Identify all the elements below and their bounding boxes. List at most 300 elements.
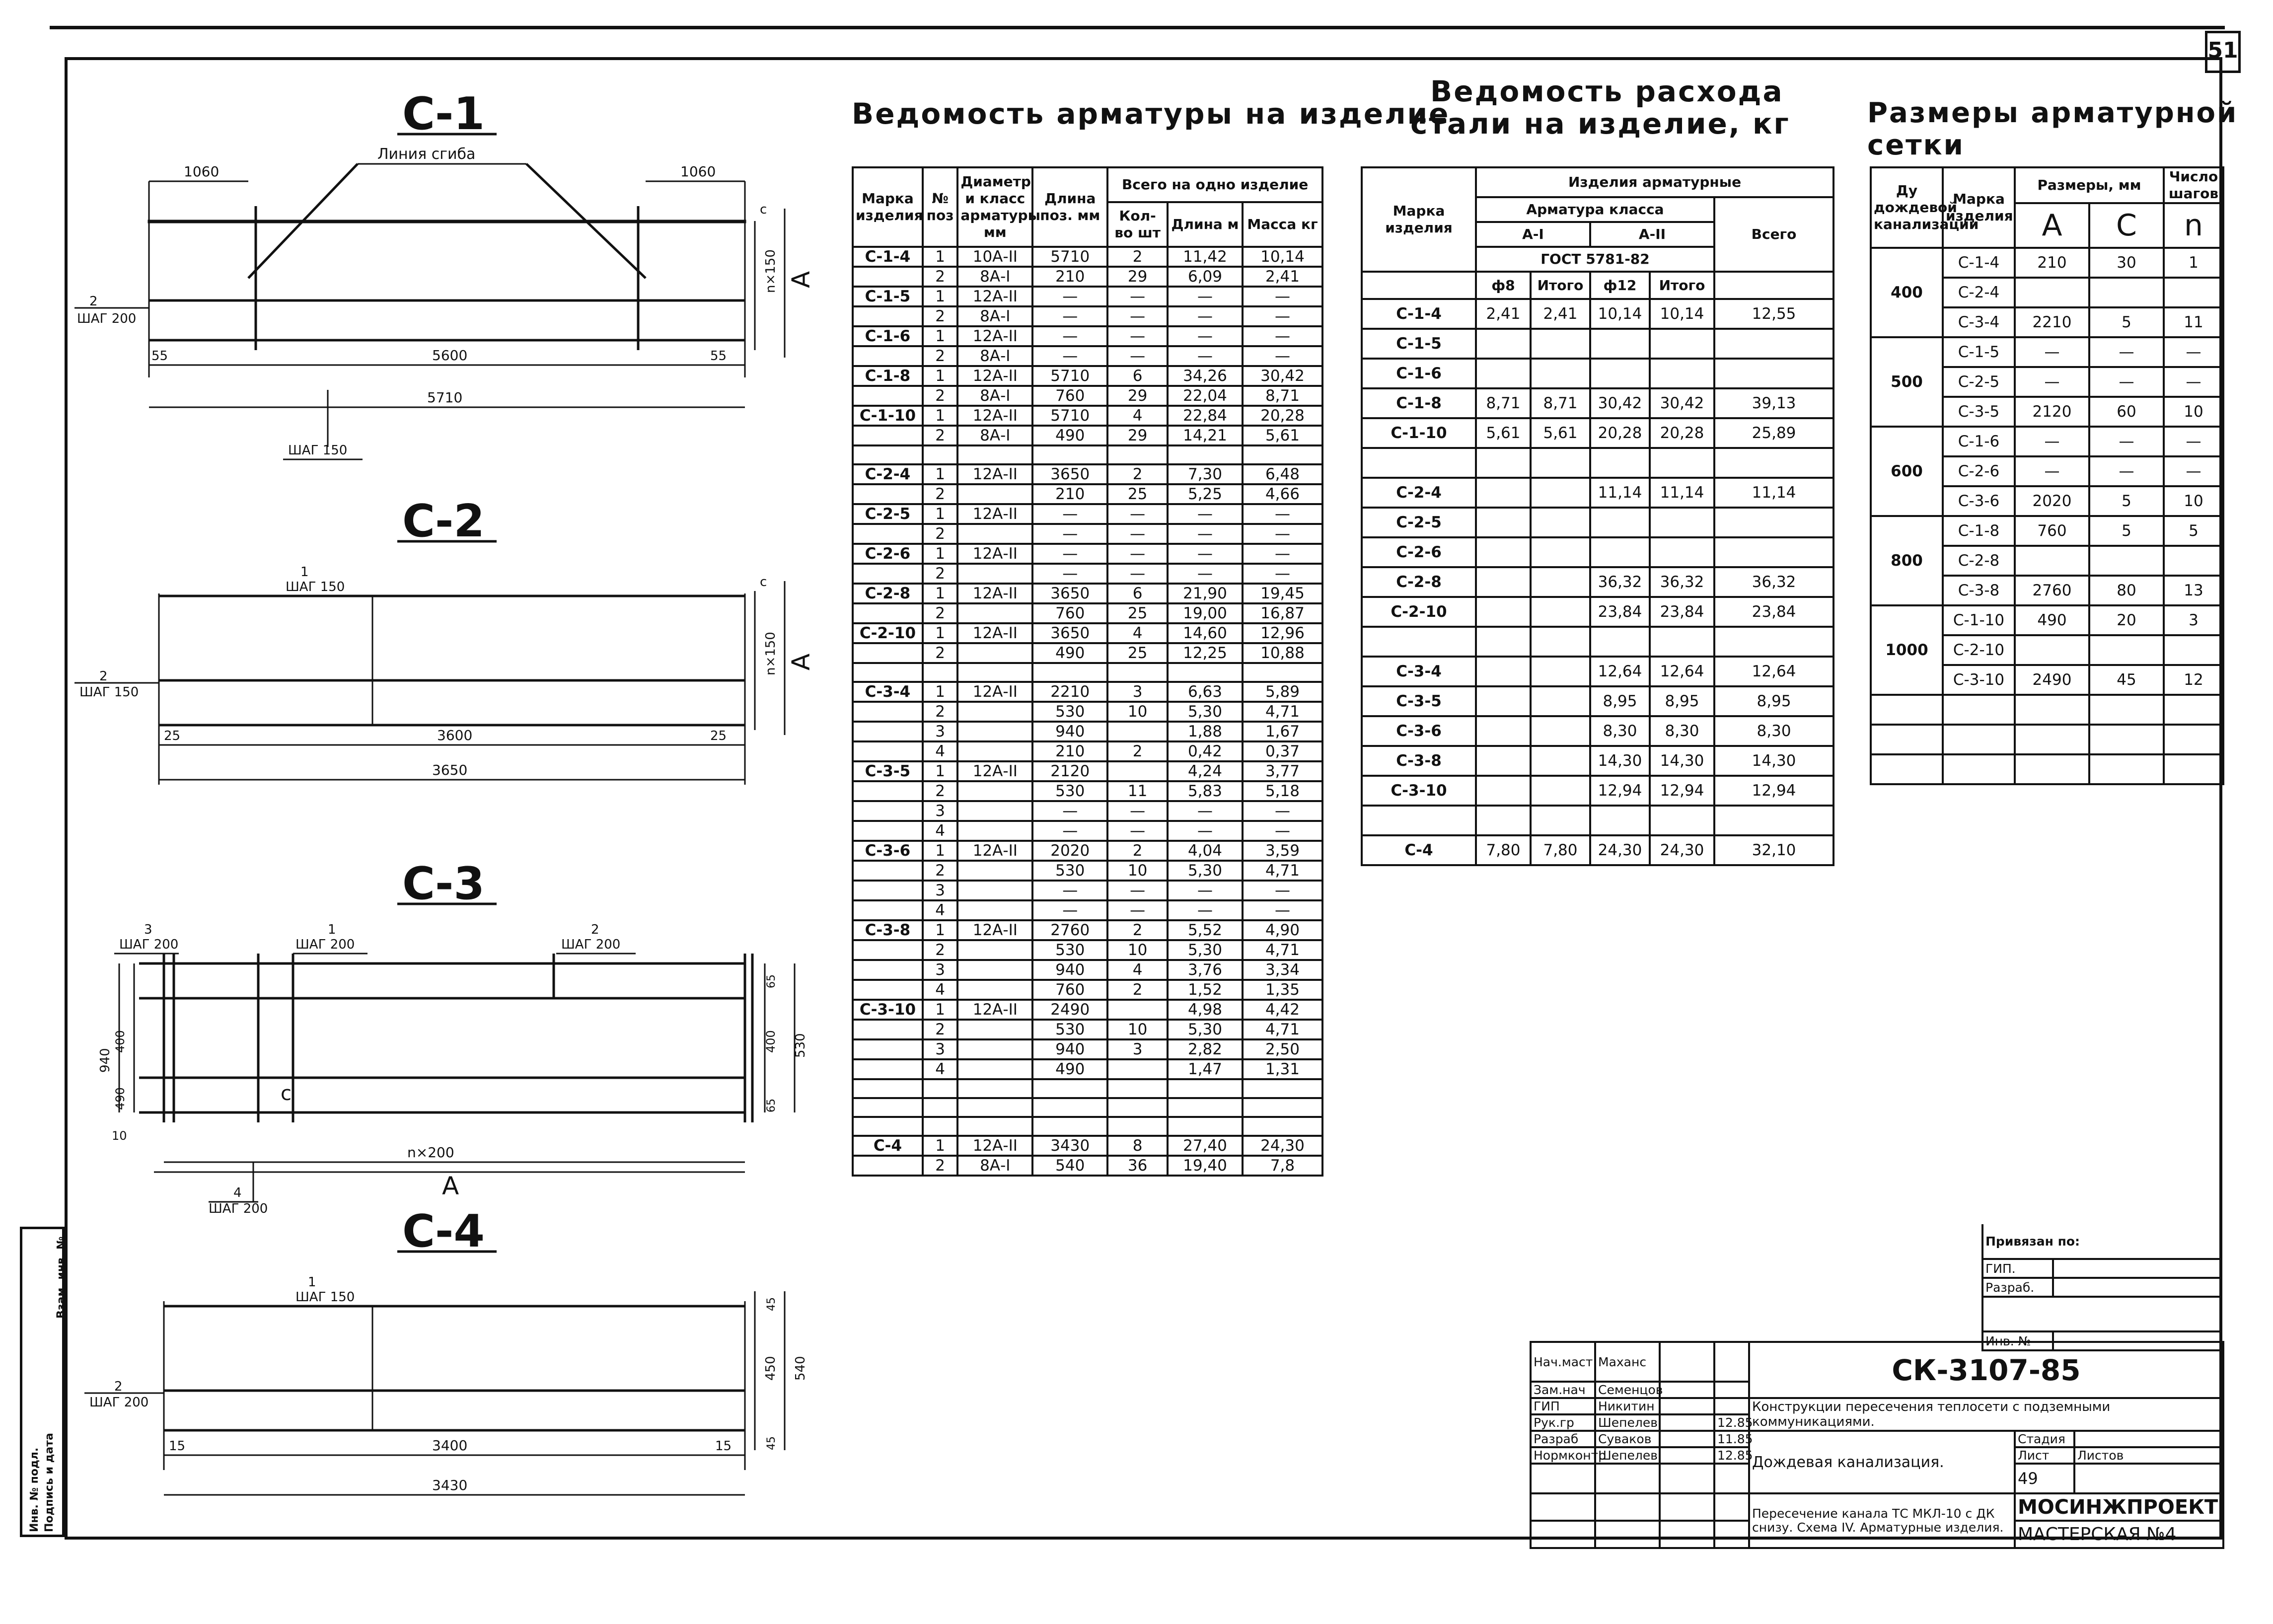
c4-dim-mid: 3400 bbox=[432, 1437, 468, 1454]
c1-dim-55: 55 bbox=[151, 349, 168, 364]
stamp-role: Рук.гр bbox=[1531, 1414, 1595, 1431]
c2-c-label: с bbox=[760, 575, 767, 590]
c3-dim-490: 490 bbox=[113, 1087, 127, 1110]
row-mark: С-3-5 bbox=[1362, 686, 1476, 716]
table-row bbox=[1362, 567, 1833, 597]
c2-vert: n×150 bbox=[763, 632, 778, 675]
table-cell bbox=[957, 881, 1032, 900]
table-cell bbox=[1531, 716, 1590, 746]
table-cell: 34,26 bbox=[1168, 366, 1243, 386]
doc-subject: Конструкции пересечения теплосети с подземными коммуникациями. bbox=[1749, 1398, 2223, 1431]
c2-mark1: 1 bbox=[300, 565, 309, 580]
du-cell: 400 bbox=[1871, 248, 1943, 337]
table-cell: 12А-II bbox=[957, 366, 1032, 386]
table-cell: 7,30 bbox=[1168, 464, 1243, 484]
table2-title-line1: Ведомость расхода bbox=[1430, 74, 1784, 108]
table-cell: 1,52 bbox=[1168, 980, 1243, 1000]
c1-left-offset: 1060 bbox=[184, 163, 220, 180]
row-mark: С-1-8 bbox=[1362, 388, 1476, 418]
table-cell bbox=[957, 484, 1032, 504]
table-cell: 2 bbox=[923, 702, 957, 722]
t2-h-total: Всего bbox=[1714, 197, 1833, 272]
table-cell bbox=[1168, 663, 1243, 682]
table-cell bbox=[1107, 1000, 1168, 1020]
org-workshop: МАСТЕРСКАЯ №4 bbox=[2015, 1521, 2223, 1548]
table-cell bbox=[1650, 627, 1714, 657]
top-rule bbox=[50, 26, 2225, 29]
table-cell: — bbox=[1032, 524, 1107, 544]
table-cell: 3650 bbox=[1032, 464, 1107, 484]
c3-dim-A: А bbox=[442, 1172, 459, 1200]
table-cell: 490 bbox=[2015, 605, 2089, 635]
table-row bbox=[853, 801, 1322, 821]
table-cell: 45 bbox=[2089, 665, 2164, 695]
table-cell: 2 bbox=[923, 861, 957, 881]
table-row bbox=[853, 980, 1322, 1000]
table-cell: 2 bbox=[923, 346, 957, 366]
table-cell: — bbox=[1243, 287, 1322, 306]
table-cell bbox=[1650, 537, 1714, 567]
table-cell: 0,42 bbox=[1168, 741, 1243, 761]
table-cell: — bbox=[2089, 427, 2164, 456]
table-cell: — bbox=[1168, 544, 1243, 564]
c3-mark1: 1 bbox=[328, 922, 336, 937]
row-mark bbox=[853, 821, 923, 841]
table-cell: 25 bbox=[1107, 603, 1168, 623]
table-cell: 2 bbox=[923, 267, 957, 287]
table-cell: 2 bbox=[1107, 464, 1168, 484]
table-cell: 11,14 bbox=[1590, 478, 1650, 508]
stamp-person: Шепелев bbox=[1595, 1414, 1660, 1431]
table-cell: 22,84 bbox=[1168, 406, 1243, 426]
table-cell: 3,34 bbox=[1243, 960, 1322, 980]
row-mark: С-3-8 bbox=[1362, 746, 1476, 776]
table-cell: — bbox=[1243, 524, 1322, 544]
c2-step-left: ШАГ 150 bbox=[79, 685, 139, 700]
c1-dim-mid: 5600 bbox=[432, 347, 468, 364]
table-cell: 210 bbox=[2015, 248, 2089, 278]
table-cell: 19,00 bbox=[1168, 603, 1243, 623]
row-mark: С-3-10 bbox=[853, 1000, 923, 1020]
table-cell: 4,90 bbox=[1243, 920, 1322, 940]
table-cell: 20,28 bbox=[1650, 418, 1714, 448]
table-cell: 4,98 bbox=[1168, 1000, 1243, 1020]
c1-dim-total: 5710 bbox=[427, 389, 463, 406]
table-cell bbox=[1531, 746, 1590, 776]
table-cell: 8,30 bbox=[1590, 716, 1650, 746]
c4-mark1: 1 bbox=[308, 1275, 316, 1290]
table-cell bbox=[1032, 663, 1107, 682]
table-cell: — bbox=[2164, 427, 2223, 456]
row-mark: С-2-8 bbox=[853, 584, 923, 603]
table-cell bbox=[1476, 567, 1531, 597]
binding-block bbox=[1981, 1224, 2222, 1351]
row-mark bbox=[853, 484, 923, 504]
c3-dim-400b: 400 bbox=[764, 1030, 778, 1053]
t2-h-rebar: Арматура класса bbox=[1476, 197, 1714, 222]
table-cell: 2 bbox=[923, 484, 957, 504]
side-inv: Инв. № подл. bbox=[28, 1447, 41, 1532]
table-row bbox=[853, 663, 1322, 682]
table-row bbox=[1362, 835, 1833, 865]
table-cell: 30,42 bbox=[1590, 388, 1650, 418]
table-cell: — bbox=[1243, 306, 1322, 326]
table-row bbox=[853, 861, 1322, 881]
table-cell bbox=[957, 603, 1032, 623]
row-mark: С-2-4 bbox=[1943, 278, 2015, 307]
table-cell: 5,61 bbox=[1243, 426, 1322, 445]
c4-step-top: ШАГ 150 bbox=[295, 1290, 355, 1305]
table-cell: — bbox=[1107, 801, 1168, 821]
table-cell: 2,50 bbox=[1243, 1039, 1322, 1059]
row-mark: С-2-4 bbox=[1362, 478, 1476, 508]
table-cell bbox=[1107, 761, 1168, 781]
t2-h-d12: ф12 bbox=[1590, 272, 1650, 299]
row-mark: С-2-6 bbox=[1943, 456, 2015, 486]
row-mark: С-3-4 bbox=[1943, 307, 2015, 337]
table-cell: 6,63 bbox=[1168, 682, 1243, 702]
table-cell: 4 bbox=[1107, 960, 1168, 980]
table-cell bbox=[957, 801, 1032, 821]
table-cell: 5 bbox=[2089, 486, 2164, 516]
table-cell bbox=[1714, 508, 1833, 537]
table-cell bbox=[1032, 1117, 1107, 1136]
table-cell: 14,60 bbox=[1168, 623, 1243, 643]
table-cell: — bbox=[1168, 881, 1243, 900]
table-cell: 4 bbox=[1107, 623, 1168, 643]
row-mark bbox=[853, 1098, 923, 1117]
c4-mark2: 2 bbox=[114, 1379, 123, 1394]
table-cell: 1 bbox=[923, 406, 957, 426]
c3-mark4: 4 bbox=[233, 1185, 242, 1200]
table-cell: 6,09 bbox=[1168, 267, 1243, 287]
c2-step-top: ШАГ 150 bbox=[286, 580, 345, 594]
table-cell: 10,14 bbox=[1243, 247, 1322, 267]
table-cell bbox=[1531, 478, 1590, 508]
table-cell: 25,89 bbox=[1714, 418, 1833, 448]
table-cell: 13 bbox=[2164, 576, 2223, 605]
table-row bbox=[853, 643, 1322, 663]
table-cell: 2210 bbox=[1032, 682, 1107, 702]
table-cell: — bbox=[2015, 337, 2089, 367]
table-cell: 7,80 bbox=[1531, 835, 1590, 865]
table-cell: 2 bbox=[1107, 920, 1168, 940]
row-mark: С-2-8 bbox=[1362, 567, 1476, 597]
table-cell: 1 bbox=[923, 247, 957, 267]
table-cell: 10,88 bbox=[1243, 643, 1322, 663]
table-cell bbox=[1476, 716, 1531, 746]
org-name: МОСИНЖПРОЕКТ bbox=[2015, 1493, 2223, 1521]
table-cell: 530 bbox=[1032, 940, 1107, 960]
table-cell bbox=[957, 940, 1032, 960]
row-mark bbox=[1362, 448, 1476, 478]
row-mark: С-2-6 bbox=[1362, 537, 1476, 567]
table-cell bbox=[1531, 508, 1590, 537]
table-cell: 3,76 bbox=[1168, 960, 1243, 980]
table-cell: 24,30 bbox=[1650, 835, 1714, 865]
table-cell: 12А-II bbox=[957, 682, 1032, 702]
c3-dim-940: 940 bbox=[98, 1048, 113, 1073]
table-cell: 4,04 bbox=[1168, 841, 1243, 861]
table-row bbox=[853, 366, 1322, 386]
table-cell: 1 bbox=[923, 682, 957, 702]
table-row bbox=[1362, 508, 1833, 537]
table-cell: 12,94 bbox=[1650, 776, 1714, 806]
c4-d540: 540 bbox=[793, 1356, 808, 1381]
table-cell bbox=[2015, 695, 2089, 725]
table-cell: 2 bbox=[1107, 841, 1168, 861]
c3-step-d: ШАГ 200 bbox=[209, 1201, 268, 1216]
row-mark: С-1-5 bbox=[1943, 337, 2015, 367]
table-cell: 3430 bbox=[1032, 1136, 1107, 1156]
table-cell: 1 bbox=[923, 841, 957, 861]
c2-dim-A: А bbox=[787, 653, 815, 670]
table-row bbox=[853, 1000, 1322, 1020]
table-row bbox=[853, 741, 1322, 761]
stamp-role: Разраб bbox=[1531, 1431, 1595, 1447]
table-row bbox=[853, 1098, 1322, 1117]
table-cell: 760 bbox=[1032, 386, 1107, 406]
date-3: 12.85 bbox=[1714, 1447, 1749, 1464]
table-row bbox=[1362, 716, 1833, 746]
table-cell: — bbox=[1243, 544, 1322, 564]
table-cell: — bbox=[1107, 564, 1168, 584]
date-1: 12.85 bbox=[1714, 1414, 1749, 1431]
table-cell: — bbox=[1243, 801, 1322, 821]
table-cell: 5 bbox=[2089, 516, 2164, 546]
row-mark: С-3-5 bbox=[1943, 397, 2015, 427]
table-cell: 3 bbox=[2164, 605, 2223, 635]
table-cell bbox=[2089, 278, 2164, 307]
side-replace: Взам. инв. № bbox=[55, 1236, 68, 1319]
row-mark: С-2-5 bbox=[853, 504, 923, 524]
table-cell bbox=[923, 663, 957, 682]
table-cell: 21,90 bbox=[1168, 584, 1243, 603]
table-row bbox=[1362, 746, 1833, 776]
table-cell bbox=[1531, 776, 1590, 806]
stamp-person: Никитин bbox=[1595, 1398, 1660, 1414]
table-cell bbox=[1650, 359, 1714, 388]
table-cell: 4,42 bbox=[1243, 1000, 1322, 1020]
row-mark: С-3-6 bbox=[853, 841, 923, 861]
table-row bbox=[853, 1079, 1322, 1098]
table-cell: 8,95 bbox=[1650, 686, 1714, 716]
table-cell: — bbox=[1168, 564, 1243, 584]
title-block bbox=[1530, 1341, 2224, 1549]
table-cell: 5,30 bbox=[1168, 861, 1243, 881]
table-cell: — bbox=[1168, 801, 1243, 821]
table-cell bbox=[1476, 448, 1531, 478]
table-cell: — bbox=[1168, 821, 1243, 841]
table-row bbox=[1362, 388, 1833, 418]
table-cell: 60 bbox=[2089, 397, 2164, 427]
table-cell: — bbox=[1168, 287, 1243, 306]
table-cell: 530 bbox=[1032, 781, 1107, 801]
table-cell bbox=[2089, 754, 2164, 784]
table-cell: 12А-II bbox=[957, 761, 1032, 781]
table-cell bbox=[1714, 537, 1833, 567]
table-cell: 210 bbox=[1032, 267, 1107, 287]
t1-h-pos: № поз bbox=[923, 167, 957, 247]
table-cell: 2760 bbox=[1032, 920, 1107, 940]
table-cell: 7,8 bbox=[1243, 1156, 1322, 1176]
row-mark: С-3-5 bbox=[853, 761, 923, 781]
table-row bbox=[853, 603, 1322, 623]
table-cell bbox=[923, 445, 957, 464]
row-mark bbox=[853, 900, 923, 920]
table-cell bbox=[1476, 746, 1531, 776]
table-cell: 10,14 bbox=[1590, 299, 1650, 329]
c3-dim-65b: 65 bbox=[765, 1099, 778, 1112]
table-cell: 6 bbox=[1107, 366, 1168, 386]
table-row bbox=[1362, 478, 1833, 508]
table-cell: 12А-II bbox=[957, 841, 1032, 861]
table-cell: — bbox=[1243, 504, 1322, 524]
table-cell: 5,89 bbox=[1243, 682, 1322, 702]
table-cell bbox=[1476, 597, 1531, 627]
table-cell: — bbox=[2089, 337, 2164, 367]
t2-h-a2: А-II bbox=[1590, 222, 1714, 247]
table-cell: — bbox=[1107, 504, 1168, 524]
table-cell: 4 bbox=[923, 741, 957, 761]
table-cell: 5,52 bbox=[1168, 920, 1243, 940]
table-cell: — bbox=[1168, 524, 1243, 544]
table-cell: — bbox=[1168, 504, 1243, 524]
table-cell: 3 bbox=[923, 722, 957, 741]
table-cell bbox=[957, 1059, 1032, 1079]
table-cell: 940 bbox=[1032, 1039, 1107, 1059]
rebar-schedule-table bbox=[852, 166, 1323, 1177]
table-cell: 8 bbox=[1107, 1136, 1168, 1156]
table-row bbox=[1362, 806, 1833, 835]
table-row bbox=[1871, 337, 2223, 367]
table-cell bbox=[1714, 806, 1833, 835]
c4-dim-15: 15 bbox=[169, 1439, 186, 1454]
table-cell: 5,30 bbox=[1168, 1020, 1243, 1039]
table-cell: 1 bbox=[923, 326, 957, 346]
table-row bbox=[853, 682, 1322, 702]
row-mark: С-2-6 bbox=[853, 544, 923, 564]
table-cell bbox=[2164, 546, 2223, 576]
c3-dim-65a: 65 bbox=[765, 974, 778, 988]
row-mark bbox=[853, 564, 923, 584]
table-row bbox=[853, 464, 1322, 484]
t2-h-sum1: Итого bbox=[1531, 272, 1590, 299]
table-cell: 1,31 bbox=[1243, 1059, 1322, 1079]
table-cell: 24,30 bbox=[1590, 835, 1650, 865]
table-cell: 8А-I bbox=[957, 1156, 1032, 1176]
row-mark: С-2-10 bbox=[853, 623, 923, 643]
row-mark bbox=[853, 603, 923, 623]
table-row bbox=[1871, 754, 2223, 784]
c4-dim-total: 3430 bbox=[432, 1477, 468, 1493]
table-cell: — bbox=[1243, 900, 1322, 920]
t1-h-mark: Марка изделия bbox=[853, 167, 923, 247]
table-cell: — bbox=[1243, 326, 1322, 346]
table-row bbox=[853, 722, 1322, 741]
table-cell: — bbox=[1243, 881, 1322, 900]
table-cell: — bbox=[1032, 346, 1107, 366]
table-cell: — bbox=[1243, 821, 1322, 841]
table-cell: 2 bbox=[923, 564, 957, 584]
table-cell bbox=[1531, 597, 1590, 627]
table-cell: 2210 bbox=[2015, 307, 2089, 337]
row-mark: С-1-8 bbox=[1943, 516, 2015, 546]
table-cell: 12,94 bbox=[1590, 776, 1650, 806]
table-cell: 12А-II bbox=[957, 584, 1032, 603]
table-cell: 10 bbox=[1107, 702, 1168, 722]
table-cell: — bbox=[1032, 306, 1107, 326]
t1-h-len: Длина поз. мм bbox=[1032, 167, 1107, 247]
c1-c-label: с bbox=[760, 202, 767, 217]
table-cell: — bbox=[1168, 346, 1243, 366]
table-cell: 12,64 bbox=[1590, 657, 1650, 686]
table-row bbox=[853, 1039, 1322, 1059]
t2-h-d8: ф8 bbox=[1476, 272, 1531, 299]
table-cell: 2120 bbox=[2015, 397, 2089, 427]
row-mark: С-2-10 bbox=[1943, 635, 2015, 665]
table-cell bbox=[1243, 1117, 1322, 1136]
table-cell: 1 bbox=[923, 504, 957, 524]
stamp-person: Маханс bbox=[1595, 1342, 1660, 1382]
table-cell bbox=[1871, 754, 1943, 784]
table-cell bbox=[1590, 448, 1650, 478]
du-cell: 600 bbox=[1871, 427, 1943, 516]
c1-mark2: 2 bbox=[89, 294, 98, 309]
table-cell: 2 bbox=[923, 306, 957, 326]
table-cell: 8А-I bbox=[957, 426, 1032, 445]
c1-vert: n×150 bbox=[763, 249, 778, 293]
side-sign: Подпись и дата bbox=[43, 1433, 56, 1532]
table-cell: — bbox=[1107, 287, 1168, 306]
table-cell bbox=[1590, 627, 1650, 657]
table-cell bbox=[957, 1079, 1032, 1098]
table-cell: — bbox=[1107, 326, 1168, 346]
table-cell: 11 bbox=[2164, 307, 2223, 337]
table-cell: 12А-II bbox=[957, 464, 1032, 484]
du-cell: 800 bbox=[1871, 516, 1943, 605]
row-mark bbox=[853, 1156, 923, 1176]
table-cell: 14,30 bbox=[1590, 746, 1650, 776]
table-cell bbox=[957, 1117, 1032, 1136]
side-stamp bbox=[20, 1227, 68, 1537]
table-cell: — bbox=[1107, 524, 1168, 544]
table-cell bbox=[1032, 1098, 1107, 1117]
table-cell: 490 bbox=[1032, 1059, 1107, 1079]
stamp-role: Нач.маст bbox=[1531, 1342, 1595, 1382]
table3-title: Размеры арматурной сетки bbox=[1867, 97, 2238, 161]
table-cell: 2 bbox=[923, 1020, 957, 1039]
table-cell: — bbox=[1243, 346, 1322, 366]
drawing-c4 bbox=[84, 1205, 808, 1495]
row-mark: С-1-8 bbox=[853, 366, 923, 386]
c2-dim-end: 25 bbox=[710, 729, 727, 743]
table-cell bbox=[1590, 329, 1650, 359]
t3-h-count: Число шагов bbox=[2164, 167, 2223, 203]
stage-header: Стадия bbox=[2015, 1431, 2074, 1447]
table-cell: 4 bbox=[923, 821, 957, 841]
table-cell: 3650 bbox=[1032, 584, 1107, 603]
table-cell: 2 bbox=[923, 603, 957, 623]
table-cell: 760 bbox=[1032, 980, 1107, 1000]
table-cell bbox=[1243, 663, 1322, 682]
t3-h-sizes: Размеры, мм bbox=[2015, 167, 2164, 203]
row-mark: С-2-8 bbox=[1943, 546, 2015, 576]
table-cell bbox=[2164, 278, 2223, 307]
c3-dim-530: 530 bbox=[793, 1033, 808, 1058]
table-cell bbox=[1032, 445, 1107, 464]
table-cell bbox=[2015, 278, 2089, 307]
